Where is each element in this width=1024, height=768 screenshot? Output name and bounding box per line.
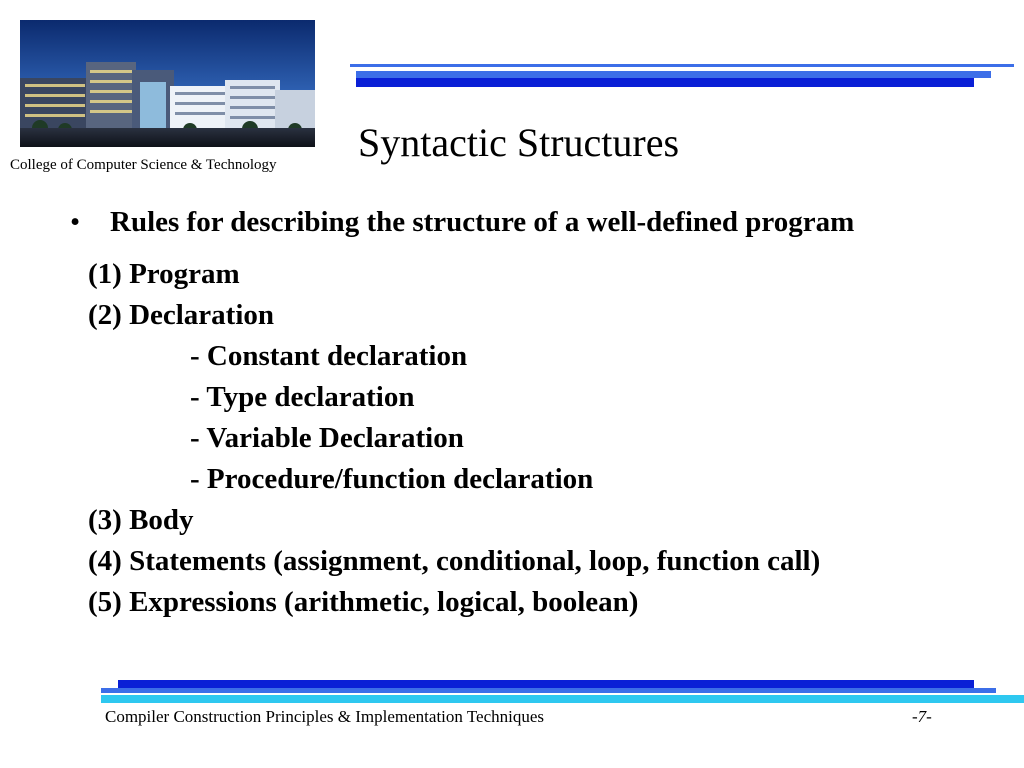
top-bar-thin bbox=[350, 64, 1014, 67]
list-subitem: - Variable Declaration bbox=[190, 422, 464, 454]
list-item: (1) Program bbox=[88, 258, 240, 290]
list-item: (2) Declaration bbox=[88, 299, 275, 331]
list-subitem: - Procedure/function declaration bbox=[190, 463, 594, 495]
list-subitem: - Constant declaration bbox=[190, 340, 468, 372]
list-item: (4) Statements (assignment, conditional, loop, function call) bbox=[88, 545, 821, 577]
top-bar-mid bbox=[356, 71, 991, 78]
top-bar-dark bbox=[356, 78, 974, 87]
list-subitem: - Type declaration bbox=[190, 381, 415, 413]
footer-course: Compiler Construction Principles & Implementation Techniques bbox=[105, 707, 545, 726]
bottom-bar-mid bbox=[101, 688, 996, 693]
bottom-bar-dark bbox=[118, 680, 974, 688]
campus-building-photo bbox=[20, 20, 315, 147]
college-name: College of Computer Science & Technology bbox=[10, 157, 277, 173]
slide-title: Syntactic Structures bbox=[358, 120, 680, 165]
page-number: -7- bbox=[912, 707, 932, 726]
bottom-bar-light bbox=[101, 695, 1024, 703]
bullet-point bbox=[70, 206, 854, 239]
bullet-text: Rules for describing the structure of a well-defined program bbox=[110, 206, 855, 238]
bullet-icon: • bbox=[70, 206, 81, 238]
list-item: (5) Expressions (arithmetic, logical, boolean) bbox=[88, 586, 639, 618]
list-item: (3) Body bbox=[88, 504, 194, 536]
